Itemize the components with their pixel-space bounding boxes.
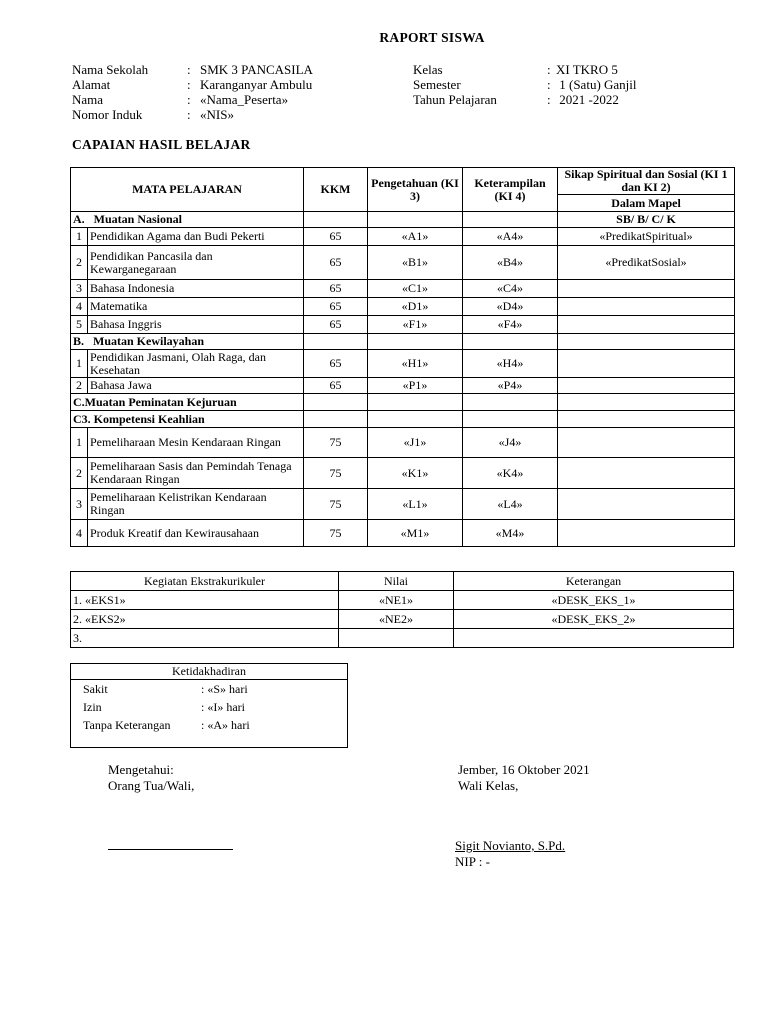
kkm-value: 75 bbox=[304, 428, 368, 458]
info-label: Nomor Induk bbox=[72, 107, 143, 122]
teacher-name: Sigit Novianto, S.Pd. bbox=[455, 838, 566, 853]
knowledge-score: «K1» bbox=[368, 458, 463, 489]
subject-name: Pendidikan Jasmani, Olah Raga, dan Kesehatan bbox=[88, 350, 304, 378]
info-row-school bbox=[72, 62, 313, 77]
kkm-value: 65 bbox=[304, 280, 368, 298]
activity-name: 3. bbox=[71, 629, 339, 648]
kkm-value: 65 bbox=[304, 316, 368, 334]
info-value: Karanganyar Ambulu bbox=[200, 77, 313, 92]
subject-name: Bahasa Indonesia bbox=[88, 280, 304, 298]
place-date: Jember, 16 Oktober 2021 bbox=[458, 762, 590, 777]
subject-name: Pemeliharaan Mesin Kendaraan Ringan bbox=[88, 428, 304, 458]
row-number: 1 bbox=[71, 228, 88, 246]
header-knowledge: Pengetahuan (KI 3) bbox=[368, 168, 463, 212]
activity-note: «DESK_EKS_2» bbox=[454, 610, 734, 629]
attitude-grade bbox=[558, 489, 735, 520]
table-row bbox=[71, 316, 735, 334]
table-row bbox=[71, 428, 735, 458]
table-row bbox=[71, 610, 734, 629]
row-number: 4 bbox=[71, 298, 88, 316]
row-number: 2 bbox=[71, 246, 88, 280]
info-row-name bbox=[72, 92, 289, 107]
absence-value: : «A» hari bbox=[201, 718, 250, 732]
attitude-grade bbox=[558, 428, 735, 458]
table-row bbox=[71, 280, 735, 298]
attitude-grade bbox=[558, 520, 735, 547]
parent-label: Orang Tua/Wali, bbox=[108, 778, 195, 793]
table-row bbox=[71, 228, 735, 246]
subject-name: Bahasa Inggris bbox=[88, 316, 304, 334]
student-info-right bbox=[413, 62, 713, 107]
table-row bbox=[71, 246, 735, 280]
signature-left bbox=[108, 762, 194, 794]
knowledge-score: «M1» bbox=[368, 520, 463, 547]
info-value: XI TKRO 5 bbox=[556, 62, 618, 77]
knowledge-score: «F1» bbox=[368, 316, 463, 334]
absence-list bbox=[71, 680, 347, 734]
group-b-label: B. Muatan Kewilayahan bbox=[71, 334, 304, 350]
homeroom-label: Wali Kelas, bbox=[458, 778, 519, 793]
subject-name: Bahasa Jawa bbox=[88, 378, 304, 394]
info-label: Tahun Pelajaran bbox=[413, 92, 497, 107]
section-title: CAPAIAN HASIL BELAJAR bbox=[72, 137, 251, 152]
info-value: «NIS» bbox=[200, 107, 234, 122]
subject-name: Pendidikan Agama dan Budi Pekerti bbox=[88, 228, 304, 246]
table-row bbox=[71, 489, 735, 520]
header-subject: MATA PELAJARAN bbox=[71, 168, 304, 212]
kkm-value: 75 bbox=[304, 489, 368, 520]
header-kkm: KKM bbox=[304, 168, 368, 212]
attitude-grade bbox=[558, 316, 735, 334]
activity-name: 2. «EKS2» bbox=[71, 610, 339, 629]
report-title: RAPORT SISWA bbox=[379, 30, 485, 45]
absence-value: : «S» hari bbox=[201, 682, 248, 696]
absence-label: Sakit bbox=[83, 682, 108, 696]
kkm-value: 65 bbox=[304, 246, 368, 280]
knowledge-score: «J1» bbox=[368, 428, 463, 458]
knowledge-score: «D1» bbox=[368, 298, 463, 316]
header-skill: Keterampilan (KI 4) bbox=[463, 168, 558, 212]
header-attitude-sub: Dalam Mapel bbox=[558, 195, 735, 212]
info-colon: : bbox=[187, 62, 191, 77]
table-row bbox=[71, 591, 734, 610]
row-number: 2 bbox=[71, 378, 88, 394]
attitude-grade: «PredikatSpiritual» bbox=[558, 228, 735, 246]
absence-row bbox=[71, 698, 347, 716]
info-label: Alamat bbox=[72, 77, 111, 92]
info-value: 2021 -2022 bbox=[556, 92, 619, 107]
absence-title: Ketidakhadiran bbox=[71, 664, 347, 680]
skill-score: «P4» bbox=[463, 378, 558, 394]
skill-score: «C4» bbox=[463, 280, 558, 298]
knowledge-score: «C1» bbox=[368, 280, 463, 298]
skill-score: «A4» bbox=[463, 228, 558, 246]
info-row-nis bbox=[72, 107, 234, 122]
absence-row bbox=[71, 716, 347, 734]
info-label: Semester bbox=[413, 77, 461, 92]
info-colon: : bbox=[187, 107, 191, 122]
kkm-value: 65 bbox=[304, 228, 368, 246]
attitude-grade: «PredikatSosial» bbox=[558, 246, 735, 280]
subject-name: Pendidikan Pancasila dan Kewarganegaraan bbox=[88, 246, 304, 280]
subject-name: Pemeliharaan Kelistrikan Kendaraan Ringan bbox=[88, 489, 304, 520]
skill-score: «L4» bbox=[463, 489, 558, 520]
info-colon: : bbox=[547, 62, 551, 77]
table-row bbox=[71, 520, 735, 547]
row-number: 3 bbox=[71, 489, 88, 520]
signature-right bbox=[458, 762, 590, 794]
info-colon: : bbox=[187, 92, 191, 107]
info-label: Nama bbox=[72, 92, 104, 107]
knowledge-score: «H1» bbox=[368, 350, 463, 378]
info-colon: : bbox=[187, 77, 191, 92]
subject-name: Pemeliharaan Sasis dan Pemindah Tenaga Kendaraan Ringan bbox=[88, 458, 304, 489]
table-row bbox=[71, 298, 735, 316]
acknowledge-label: Mengetahui: bbox=[108, 762, 174, 777]
info-row-class bbox=[413, 62, 713, 77]
attitude-grade bbox=[558, 458, 735, 489]
absence-value: : «I» hari bbox=[201, 700, 245, 714]
table-row bbox=[71, 629, 734, 648]
skill-score: «M4» bbox=[463, 520, 558, 547]
kkm-value: 65 bbox=[304, 298, 368, 316]
attitude-grade bbox=[558, 350, 735, 378]
info-label: Kelas bbox=[413, 62, 443, 77]
knowledge-score: «L1» bbox=[368, 489, 463, 520]
row-number: 1 bbox=[71, 350, 88, 378]
skill-score: «B4» bbox=[463, 246, 558, 280]
group-c-label: C.Muatan Peminatan Kejuruan bbox=[71, 394, 304, 411]
row-number: 4 bbox=[71, 520, 88, 547]
info-colon: : bbox=[547, 77, 551, 92]
info-row-semester bbox=[413, 77, 713, 92]
knowledge-score: «P1» bbox=[368, 378, 463, 394]
row-number: 5 bbox=[71, 316, 88, 334]
activity-note bbox=[454, 629, 734, 648]
table-row bbox=[71, 458, 735, 489]
absence-row bbox=[71, 680, 347, 698]
extracurricular-table bbox=[70, 571, 734, 648]
table-row bbox=[71, 378, 735, 394]
table-row bbox=[71, 350, 735, 378]
parent-signature-line bbox=[108, 849, 233, 850]
row-number: 1 bbox=[71, 428, 88, 458]
skill-score: «F4» bbox=[463, 316, 558, 334]
activity-score: «NE2» bbox=[339, 610, 454, 629]
absence-label: Tanpa Keterangan bbox=[83, 718, 171, 732]
skill-score: «H4» bbox=[463, 350, 558, 378]
row-number: 3 bbox=[71, 280, 88, 298]
kkm-value: 65 bbox=[304, 350, 368, 378]
subject-name: Produk Kreatif dan Kewirausahaan bbox=[88, 520, 304, 547]
header-activity: Kegiatan Ekstrakurikuler bbox=[71, 572, 339, 591]
attitude-grade bbox=[558, 280, 735, 298]
group-c3-label: C3. Kompetensi Keahlian bbox=[71, 411, 304, 428]
kkm-value: 65 bbox=[304, 378, 368, 394]
teacher-block bbox=[455, 838, 565, 870]
subject-name: Matematika bbox=[88, 298, 304, 316]
header-attitude: Sikap Spiritual dan Sosial (KI 1 dan KI 2) bbox=[558, 168, 735, 195]
header-note: Keterangan bbox=[454, 572, 734, 591]
attitude-grade bbox=[558, 298, 735, 316]
group-a-label: A. Muatan Nasional bbox=[71, 212, 304, 228]
kkm-value: 75 bbox=[304, 458, 368, 489]
header-score: Nilai bbox=[339, 572, 454, 591]
activity-score: «NE1» bbox=[339, 591, 454, 610]
absence-label: Izin bbox=[83, 700, 102, 714]
info-value: 1 (Satu) Ganjil bbox=[556, 77, 637, 92]
info-value: «Nama_Peserta» bbox=[200, 92, 289, 107]
info-label: Nama Sekolah bbox=[72, 62, 149, 77]
attitude-grade bbox=[558, 378, 735, 394]
activity-score bbox=[339, 629, 454, 648]
student-info-left bbox=[72, 62, 313, 122]
absence-box bbox=[70, 663, 348, 748]
kkm-value: 75 bbox=[304, 520, 368, 547]
skill-score: «D4» bbox=[463, 298, 558, 316]
row-number: 2 bbox=[71, 458, 88, 489]
activity-name: 1. «EKS1» bbox=[71, 591, 339, 610]
info-value: SMK 3 PANCASILA bbox=[200, 62, 313, 77]
skill-score: «J4» bbox=[463, 428, 558, 458]
knowledge-score: «A1» bbox=[368, 228, 463, 246]
info-colon: : bbox=[547, 92, 551, 107]
header-attitude-scale: SB/ B/ C/ K bbox=[558, 212, 735, 228]
grades-table bbox=[70, 167, 735, 547]
activity-note: «DESK_EKS_1» bbox=[454, 591, 734, 610]
info-row-address bbox=[72, 77, 313, 92]
teacher-nip: NIP : - bbox=[455, 854, 490, 869]
knowledge-score: «B1» bbox=[368, 246, 463, 280]
info-row-year bbox=[413, 92, 713, 107]
skill-score: «K4» bbox=[463, 458, 558, 489]
